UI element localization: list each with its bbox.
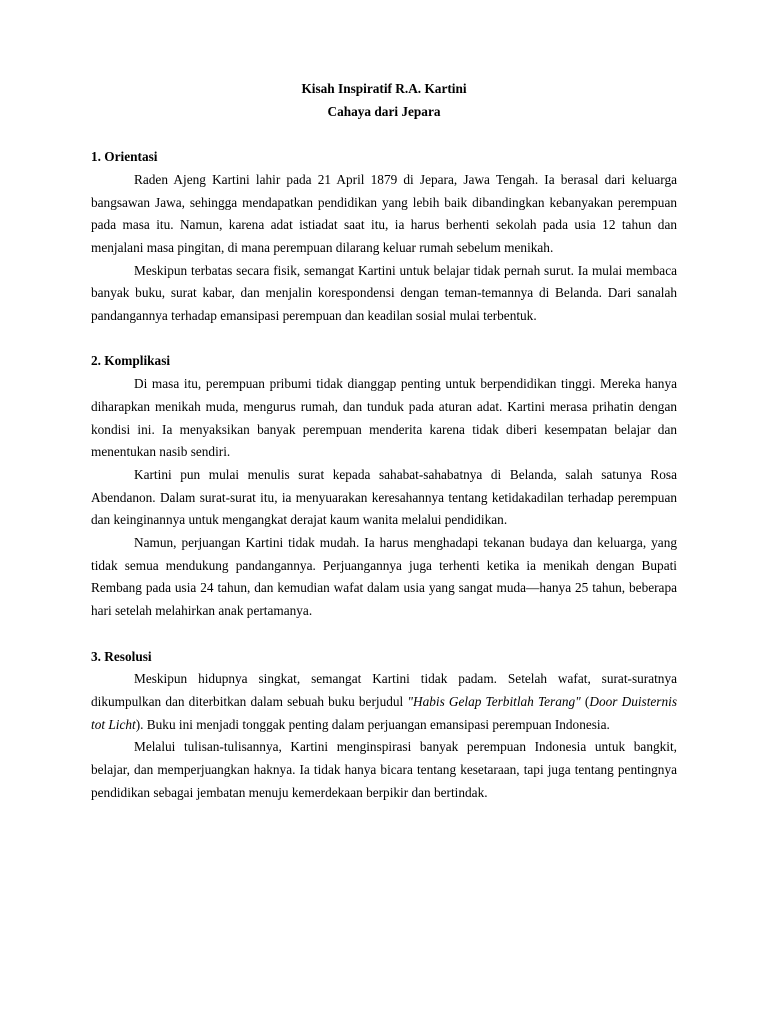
section-resolusi (91, 646, 677, 805)
section-komplikasi (91, 350, 677, 622)
paragraph: Namun, perjuangan Kartini tidak mudah. Ia harus menghadapi tekanan budaya dan keluarga, yang tidak semua mendukung pandangannya. Perjuangannya juga terhenti ketika ia menikah dengan Bupati Rembang pada usia 24 tahun, dan kemudian wafat dalam usia yang sangat muda—hanya 25 tahun, beberapa hari setelah melahirkan anak pertamanya. (91, 535, 677, 619)
book-title-original: Door Duisternis tot Licht (91, 693, 677, 732)
paragraph: Raden Ajeng Kartini lahir pada 21 April 1879 di Jepara, Jawa Tengah. Ia berasal dari keluarga bangsawan Jawa, sehingga mendapatkan pendidikan yang lebih baik dibandingkan kebanyakan perempuan pada masa itu. Namun, karena adat istiadat saat itu, ia harus berhenti sekolah pada usia 12 tahun dan menjalani masa pingitan, di mana perempuan dilarang keluar rumah sebelum menikah. (91, 171, 677, 255)
title-block (91, 78, 677, 123)
paragraph-text: ( (580, 693, 590, 709)
document-subtitle: Cahaya dari Jepara (327, 103, 441, 119)
document-title: Kisah Inspiratif R.A. Kartini (301, 81, 467, 96)
section-heading: 1. Orientasi (91, 149, 158, 165)
section-orientasi (91, 146, 677, 328)
paragraph: Meskipun terbatas secara fisik, semangat Kartini untuk belajar tidak pernah surut. Ia mulai membaca banyak buku, surat kabar, dan menjalin korespondensi dengan teman-temannya di Belanda. Dari sanalah pandangannya terhadap emansipasi perempuan dan keadilan sosial mulai terbentuk. (91, 262, 677, 324)
paragraph: Melalui tulisan-tulisannya, Kartini menginspirasi banyak perempuan Indonesia untuk bangkit, belajar, dan memperjuangkan haknya. Ia tidak hanya bicara tentang kesetaraan, tapi juga tentang pentingnya pendidikan sebagai jembatan menuju kemerdekaan berpikir dan bertindak. (91, 739, 677, 800)
section-heading: 3. Resolusi (91, 648, 152, 664)
paragraph (91, 668, 677, 736)
book-title: "Habis Gelap Terbitlah Terang" (407, 693, 581, 709)
paragraph-text: Meskipun hidupnya singkat, semangat Kartini tidak padam. Setelah wafat, surat-suratnya dikumpulkan dan diterbitkan dalam sebuah buku berjudul (91, 671, 677, 709)
paragraph-text: ). Buku ini menjadi tonggak penting dalam perjuangan emansipasi perempuan Indonesia. (135, 716, 610, 732)
paragraph: Kartini pun mulai menulis surat kepada sahabat-sahabatnya di Belanda, salah satunya Rosa Abendanon. Dalam surat-surat itu, ia menyuarakan keresahannya tentang ketidakadilan terhadap perempuan dan keinginannya untuk mengangkat derajat kaum wanita melalui pendidikan. (91, 466, 677, 528)
document-page (91, 78, 677, 827)
paragraph: Di masa itu, perempuan pribumi tidak dianggap penting untuk berpendidikan tinggi. Mereka hanya diharapkan menikah muda, mengurus rumah, dan tunduk pada aturan adat. Kartini merasa prihatin dengan kondisi ini. Ia menyaksikan banyak perempuan menderita karena tidak diberi kesempatan belajar dan menentukan nasib sendiri. (91, 376, 677, 460)
section-heading: 2. Komplikasi (91, 353, 171, 369)
